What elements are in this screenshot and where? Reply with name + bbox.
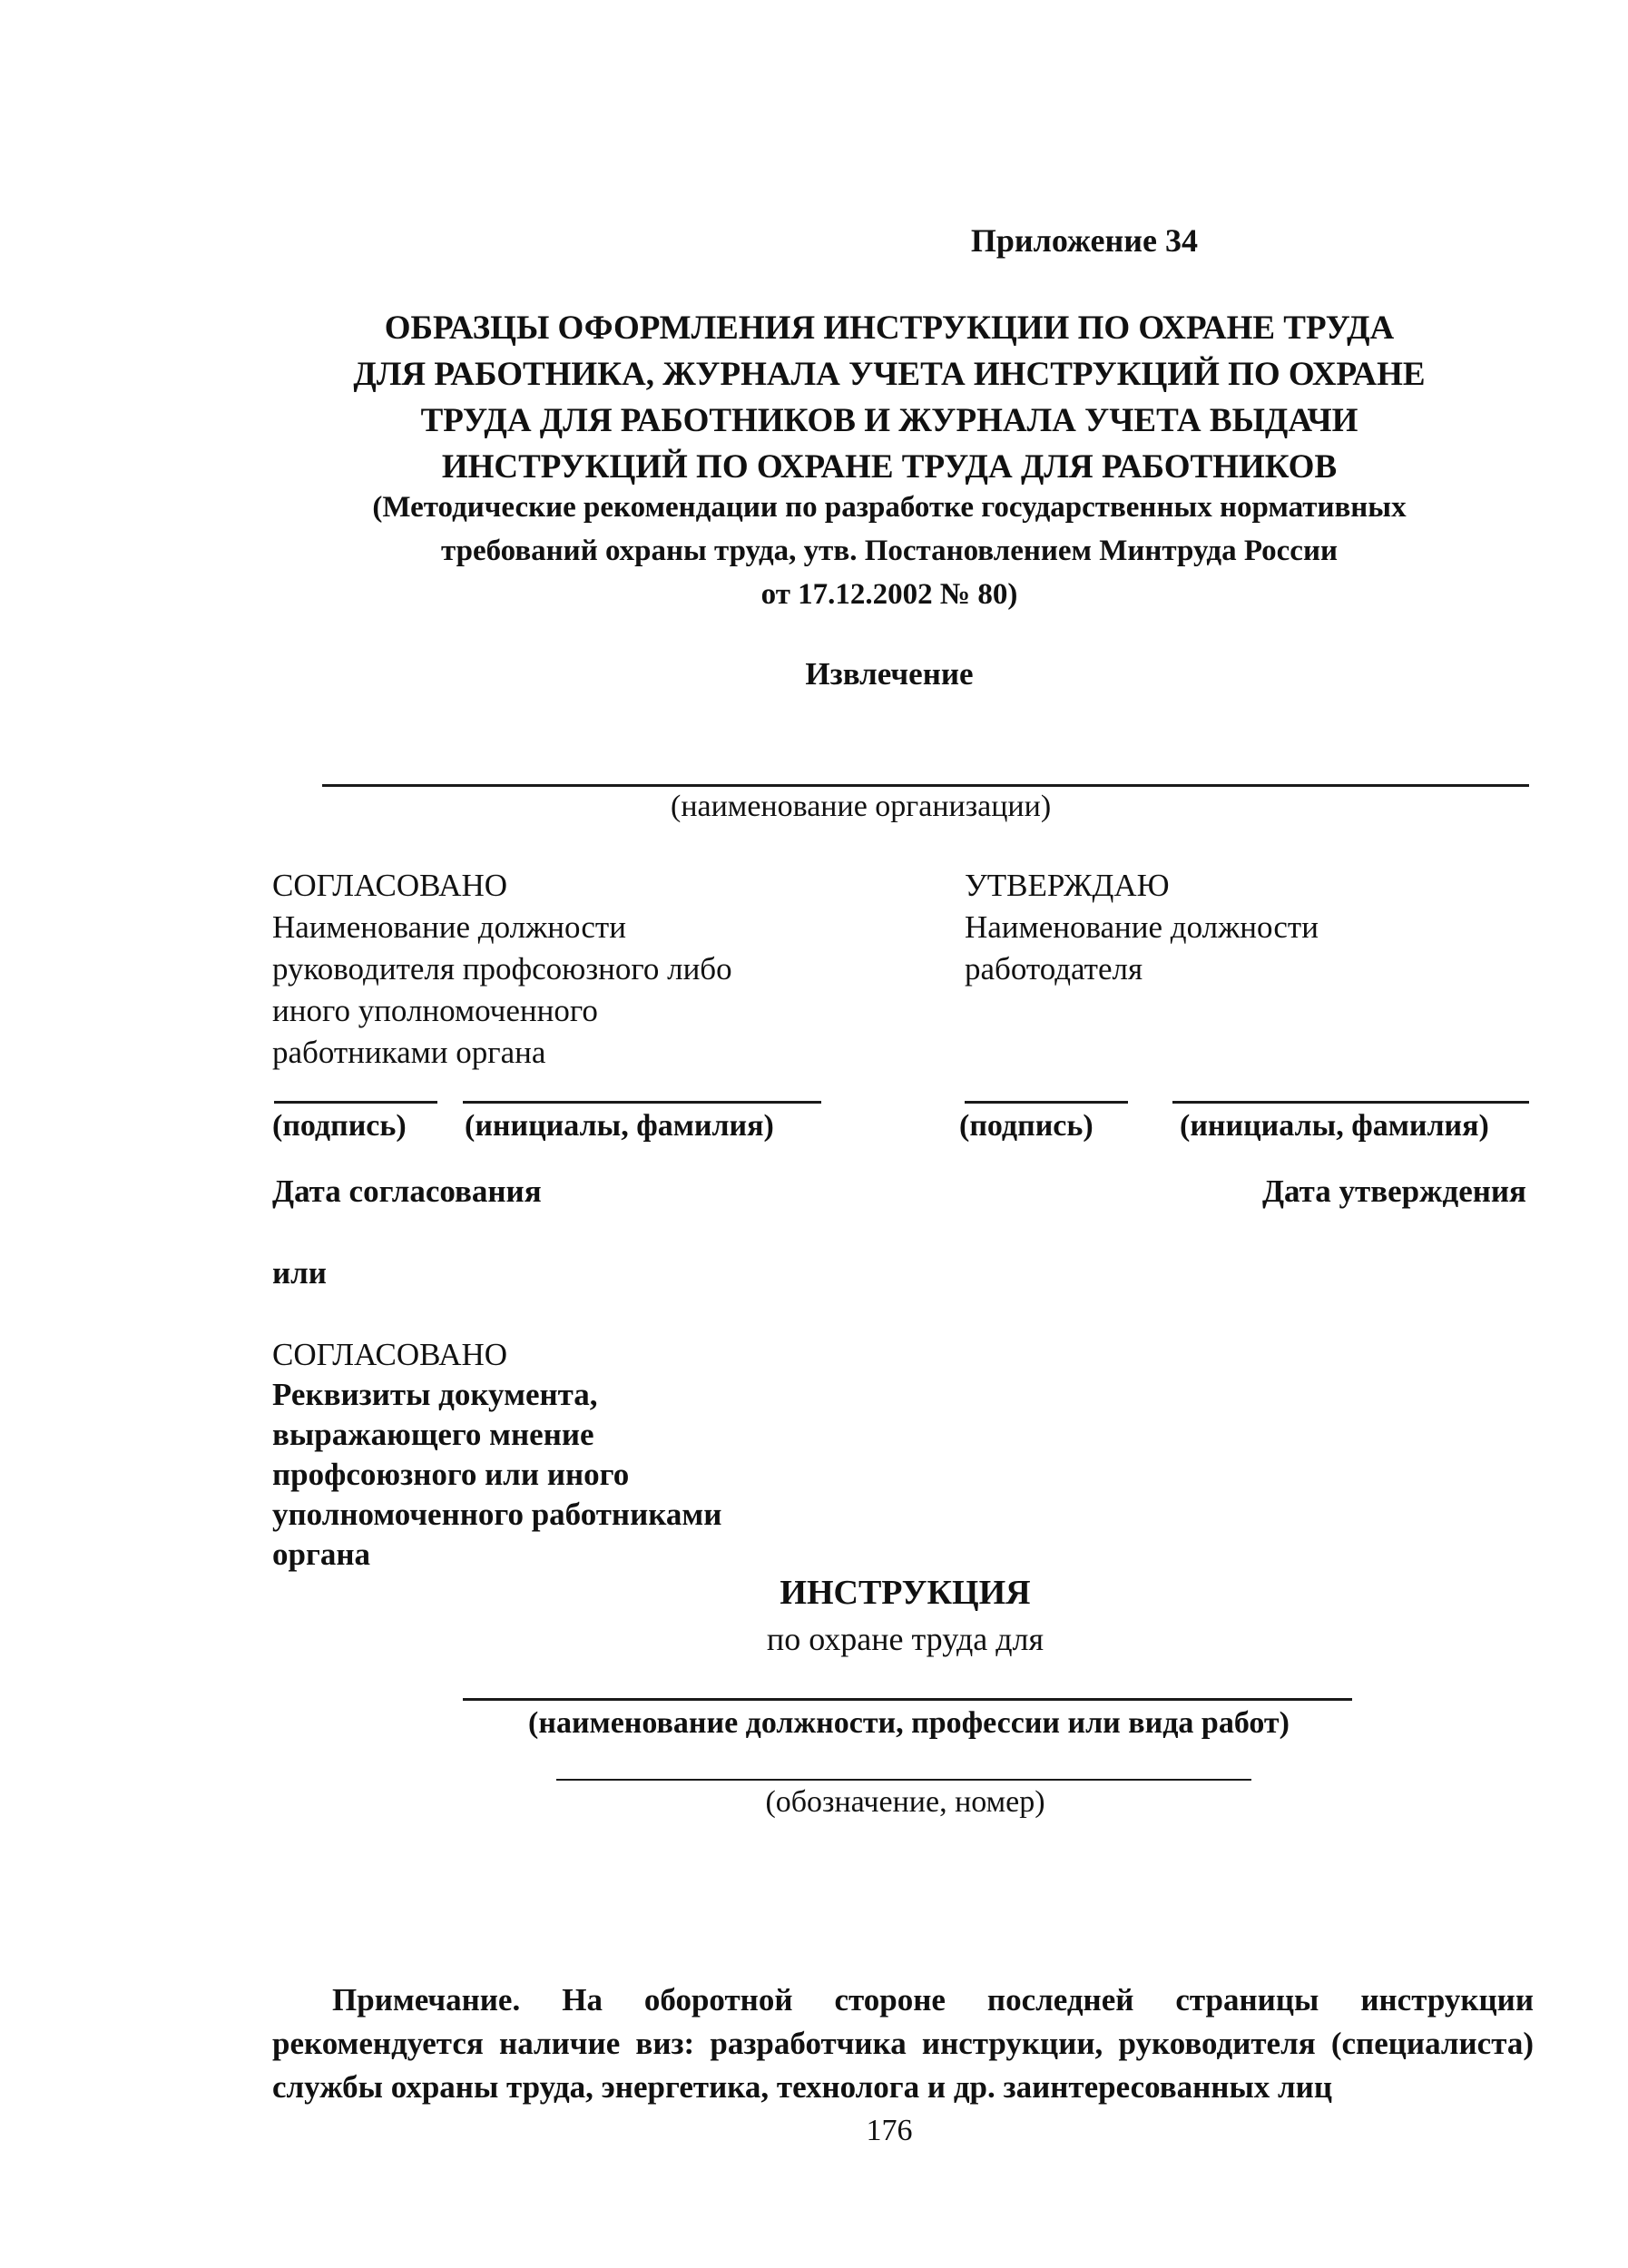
agreed-line: руководителя профсоюзного либо xyxy=(272,951,732,987)
note-label: Примечание. xyxy=(332,1982,521,2018)
approve-heading: УТВЕРЖДАЮ xyxy=(965,868,1170,903)
note-text: На оборотной стороне последней страницы инструкции рекомендуется наличие виз: разработчика инструкции, руководителя (специалиста) службы охраны труда, энергетика, технолога и др. заинтересованных лиц xyxy=(272,1982,1534,2105)
instruction-title: ИНСТРУКЦИЯ xyxy=(780,1574,1031,1612)
subtitle-line: от 17.12.2002 № 80) xyxy=(760,578,1018,611)
document-subtitle xyxy=(272,486,1506,616)
organization-caption: (наименование организации) xyxy=(671,790,1052,823)
agreed-alt-line: Реквизиты документа, xyxy=(272,1377,598,1412)
agreed-line: Наименование должности xyxy=(272,909,626,945)
title-line: ОБРАЗЦЫ ОФОРМЛЕНИЯ ИНСТРУКЦИИ ПО ОХРАНЕ ТРУДА xyxy=(384,309,1395,347)
agreed-name-line xyxy=(463,1101,821,1104)
agreed-alt-line: уполномоченного работниками xyxy=(272,1497,722,1532)
agreed-line: иного уполномоченного xyxy=(272,993,598,1028)
extract-label: Извлечение xyxy=(805,656,974,692)
instruction-subtitle: по охране труда для xyxy=(766,1621,1044,1657)
title-line: ДЛЯ РАБОТНИКА, ЖУРНАЛА УЧЕТА ИНСТРУКЦИЙ ПО ОХРАНЕ xyxy=(353,356,1426,393)
agreed-alt-line: выражающего мнение xyxy=(272,1417,594,1452)
agreed-alt-line: органа xyxy=(272,1537,371,1572)
title-line: ИНСТРУКЦИЙ ПО ОХРАНЕ ТРУДА ДЛЯ РАБОТНИКОВ xyxy=(441,448,1338,486)
approve-date-label: Дата утверждения xyxy=(1261,1173,1526,1209)
agreed-signature-line xyxy=(274,1101,437,1104)
note xyxy=(272,1978,1534,2109)
approve-line: работодателя xyxy=(965,951,1143,987)
approve-line: Наименование должности xyxy=(965,909,1319,945)
title-line: ТРУДА ДЛЯ РАБОТНИКОВ И ЖУРНАЛА УЧЕТА ВЫДАЧИ xyxy=(420,402,1358,439)
approve-signature-line xyxy=(965,1101,1128,1104)
position-line xyxy=(463,1698,1352,1701)
approve-name-line xyxy=(1172,1101,1529,1104)
agreed-date-label: Дата согласования xyxy=(272,1173,542,1209)
or-label: или xyxy=(272,1255,327,1291)
designation-caption: (обозначение, номер) xyxy=(765,1785,1045,1819)
agreed-name-caption: (инициалы, фамилия) xyxy=(465,1109,774,1143)
subtitle-line: требований охраны труда, утв. Постановлением Минтруда России xyxy=(440,535,1338,567)
organization-line xyxy=(322,784,1529,787)
agreed-alt-heading: СОГЛАСОВАНО xyxy=(272,1337,508,1372)
agreed-alt-line: профсоюзного или иного xyxy=(272,1457,630,1492)
document-title xyxy=(272,305,1506,490)
approve-name-caption: (инициалы, фамилия) xyxy=(1180,1109,1489,1143)
approve-signature-caption: (подпись) xyxy=(959,1109,1094,1143)
designation-line xyxy=(556,1779,1251,1781)
position-caption: (наименование должности, профессии или вида работ) xyxy=(528,1706,1290,1740)
agreed-signature-caption: (подпись) xyxy=(272,1109,407,1143)
agreed-heading: СОГЛАСОВАНО xyxy=(272,868,508,903)
subtitle-line: (Методические рекомендации по разработке государственных нормативных xyxy=(372,491,1407,524)
agreed-line: работниками органа xyxy=(272,1035,546,1070)
appendix-label: Приложение 34 xyxy=(970,222,1198,259)
page-number: 176 xyxy=(866,2114,913,2147)
